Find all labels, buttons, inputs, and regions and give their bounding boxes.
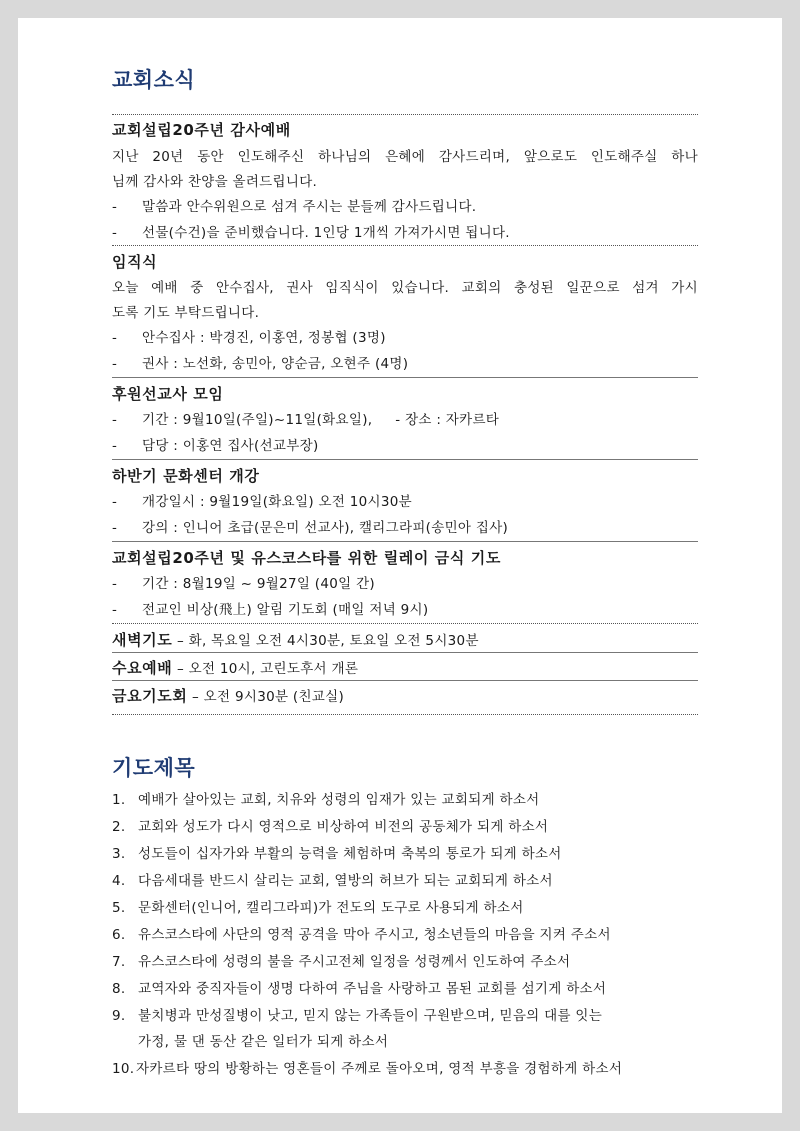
missionary-item-1 [112,410,698,430]
divider [112,459,698,460]
divider [112,245,698,246]
ordination-text-line-2: 도록 기도 부탁드립니다. [112,305,260,321]
dawn-prayer [112,630,698,651]
prayer-item-text: 성도들이 십자가와 부활의 능력을 체험하며 축복의 통로가 되게 하소서 [138,846,562,862]
prayer-item [112,1006,698,1026]
bullet-dash: - [112,199,118,215]
prayer-item-text: 교역자와 중직자들이 생명 다하여 주님을 사랑하고 몸된 교회를 섬기게 하소서 [138,981,607,997]
bullet-dash: - [112,412,118,428]
item-text: 담당 : 이홍연 집사(선교부장) [142,438,319,454]
church-news-heading: 교회소식 [112,68,196,92]
wednesday-service-label: 수요예배 [112,659,173,677]
prayer-item-number: 4. [112,873,126,889]
prayer-item-text: 문화센터(인니어, 캘리그라피)가 전도의 도구로 사용되게 하소서 [138,900,524,916]
dawn-prayer-text: – 화, 목요일 오전 4시30분, 토요일 오전 5시30분 [172,633,479,649]
prayer-item-number: 2. [112,819,126,835]
bullet-dash: - [112,602,118,618]
bullet-dash: - [112,494,118,510]
item-text: 권사 : 노선화, 송민아, 양순금, 오현주 (4명) [142,356,409,372]
divider [112,114,698,115]
bullet-dash: - [112,225,118,241]
prayer-item-number: 5. [112,900,126,916]
anniversary-title: 교회설립20주년 감사예배 [112,121,291,139]
divider [112,680,698,681]
prayer-item-text: 유스코스타에 사단의 영적 공격을 막아 주시고, 청소년들의 마음을 지켜 주소서 [138,927,611,943]
ordination-item-2 [112,354,698,374]
prayer-item [112,817,698,837]
prayer-item-number: 3. [112,846,126,862]
prayer-heading: 기도제목 [112,756,196,780]
friday-prayer-text: – 오전 9시30분 (친교실) [187,689,345,705]
item-text: 강의 : 인니어 초급(문은미 선교사), 캘리그라피(송민아 집사) [142,520,509,536]
anniversary-item-2 [112,223,698,243]
prayer-item-text: 다음세대를 반드시 살리는 교회, 열방의 허브가 되는 교회되게 하소서 [138,873,553,889]
divider [112,377,698,378]
bullet-dash: - [112,356,118,372]
prayer-item [112,844,698,864]
relay-item-2 [112,600,698,620]
bullet-dash: - [112,438,118,454]
item-text: 안수집사 : 박경진, 이홍연, 정봉협 (3명) [142,330,386,346]
prayer-item-number: 8. [112,981,126,997]
anniversary-text-line-2: 님께 감사와 찬양을 올려드립니다. [112,174,318,190]
divider [112,714,698,715]
dawn-prayer-label: 새벽기도 [112,631,173,649]
item-text: 기간 : 8월19일 ~ 9월27일 (40일 간) [142,576,375,592]
item-text: 기간 : 9월10일(주일)~11일(화요일), - 장소 : 자카르타 [142,412,500,428]
prayer-item-number: 9. [112,1008,126,1024]
anniversary-text-line-1: 지난 20년 동안 인도해주신 하나님의 은혜에 감사드리며, 앞으로도 인도해주실 하나 [112,149,698,165]
item-text: 선물(수건)을 준비했습니다. 1인당 1개씩 가져가시면 됩니다. [142,225,510,241]
prayer-item [112,1059,698,1079]
friday-prayer [112,686,698,707]
prayer-item-number: 7. [112,954,126,970]
missionary-item-2 [112,436,698,456]
prayer-item [112,790,698,810]
culture-item-1 [112,492,698,512]
prayer-item-text: 불치병과 만성질병이 낫고, 믿지 않는 가족들이 구원받으며, 믿음의 대를 잇는 [138,1008,603,1024]
prayer-item [112,925,698,945]
prayer-item-number: 10. [112,1061,135,1077]
friday-prayer-label: 금요기도회 [112,687,188,705]
prayer-item-text: 유스코스타에 성령의 불을 주시고전체 일정을 성령께서 인도하여 주소서 [138,954,571,970]
item-text: 말씀과 안수위원으로 섬겨 주시는 분들께 감사드립니다. [142,199,477,215]
wednesday-service-text: – 오전 10시, 고린도후서 개론 [172,661,359,677]
divider [112,652,698,653]
item-text: 개강일시 : 9월19일(화요일) 오전 10시30분 [142,494,413,510]
prayer-item [112,871,698,891]
ordination-item-1 [112,328,698,348]
prayer-item-number: 1. [112,792,126,808]
bullet-dash: - [112,330,118,346]
prayer-item-text: 예배가 살아있는 교회, 치유와 성령의 임재가 있는 교회되게 하소서 [138,792,540,808]
prayer-item-text: 자카르타 땅의 방황하는 영혼들이 주께로 돌아오며, 영적 부흥을 경험하게 하소서 [136,1061,623,1077]
document-page [18,18,782,1113]
item-text: 전교인 비상(飛上) 알림 기도회 (매일 저녁 9시) [142,602,429,618]
prayer-item-number: 6. [112,927,126,943]
bullet-dash: - [112,520,118,536]
prayer-item-continuation: 가정, 물 댄 동산 같은 일터가 되게 하소서 [138,1034,389,1050]
ordination-title: 임직식 [112,253,158,271]
ordination-text-line-1: 오늘 예배 중 안수집사, 권사 임직식이 있습니다. 교회의 충성된 일꾼으로 섬겨 가시 [112,280,698,296]
divider [112,623,698,624]
bullet-dash: - [112,576,118,592]
prayer-item-text: 교회와 성도가 다시 영적으로 비상하여 비전의 공동체가 되게 하소서 [138,819,549,835]
culture-title: 하반기 문화센터 개강 [112,467,260,485]
prayer-item [112,979,698,999]
prayer-item [112,898,698,918]
prayer-item [112,952,698,972]
anniversary-item-1 [112,197,698,217]
culture-item-2 [112,518,698,538]
divider [112,541,698,542]
relay-title: 교회설립20주년 및 유스코스타를 위한 릴레이 금식 기도 [112,549,501,567]
missionary-title: 후원선교사 모임 [112,385,224,403]
wednesday-service [112,658,698,679]
relay-item-1 [112,574,698,594]
